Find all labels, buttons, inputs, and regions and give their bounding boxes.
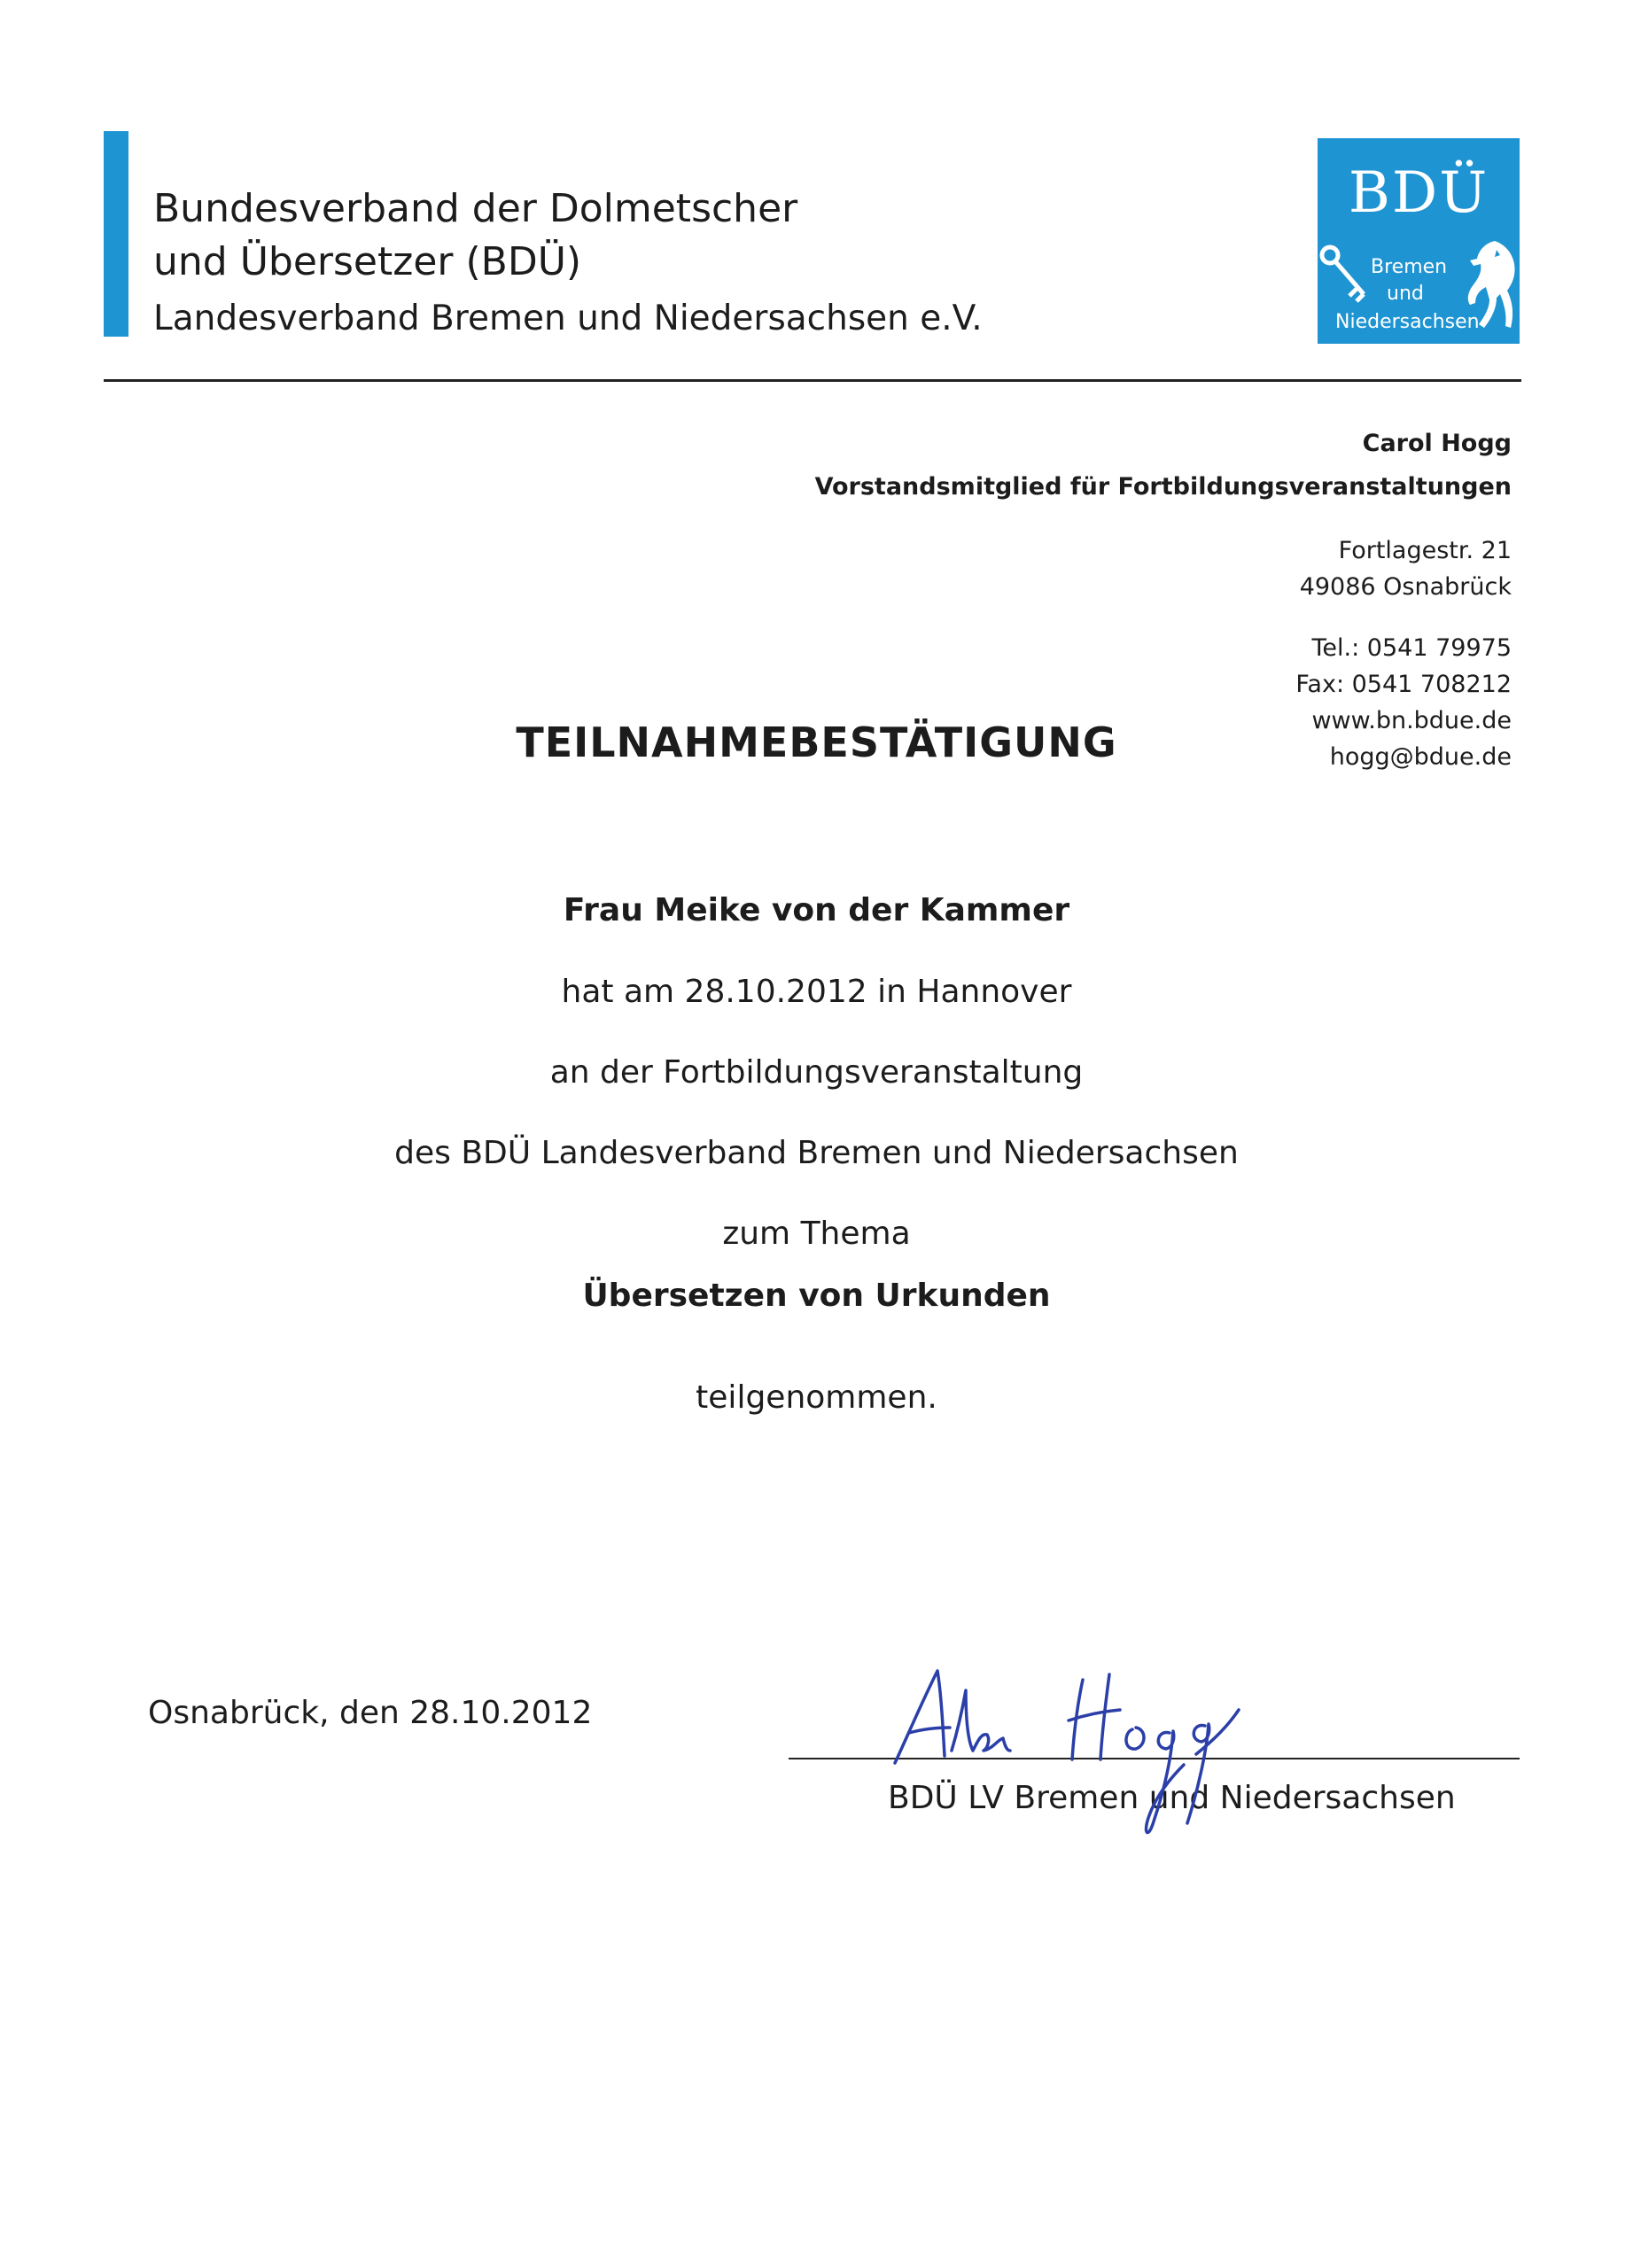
org-name-line-2: und Übersetzer (BDÜ) — [153, 239, 582, 284]
topic-title: Übersetzen von Urkunden — [582, 1278, 1051, 1314]
contact-tel: Tel.: 0541 79975 — [1311, 634, 1512, 662]
contact-name: Carol Hogg — [1362, 430, 1512, 457]
event-line: an der Fortbildungsveranstaltung — [549, 1054, 1084, 1091]
header-divider — [104, 379, 1521, 382]
contact-web: www.bn.bdue.de — [1311, 707, 1512, 734]
org-name-line-3: Landesverband Bremen und Niedersachsen e.V. — [153, 299, 983, 338]
handwritten-signature-icon — [877, 1648, 1249, 1852]
closing-line: teilgenommen. — [696, 1379, 937, 1416]
logo-line-bremen: Bremen — [1371, 256, 1448, 278]
logo-title: BDÜ — [1348, 160, 1489, 226]
bdu-logo — [1318, 138, 1520, 344]
contact-street: Fortlagestr. 21 — [1338, 537, 1512, 564]
document-title: TEILNAHMEBESTÄTIGUNG — [516, 718, 1117, 766]
topic-intro-line: zum Thema — [722, 1216, 911, 1252]
logo-line-und: und — [1387, 283, 1424, 305]
signature-caption: BDÜ LV Bremen und Niedersachsen — [888, 1780, 1456, 1816]
date-place-line: hat am 28.10.2012 in Hannover — [561, 974, 1072, 1010]
contact-city: 49086 Osnabrück — [1299, 573, 1512, 601]
recipient-name: Frau Meike von der Kammer — [563, 892, 1070, 928]
header-accent-bar — [104, 131, 128, 337]
contact-email: hogg@bdue.de — [1329, 743, 1512, 771]
org-name-line-1: Bundesverband der Dolmetscher — [153, 186, 798, 231]
bremen-key-icon — [1318, 243, 1372, 305]
place-and-date: Osnabrück, den 28.10.2012 — [148, 1695, 593, 1731]
contact-fax: Fax: 0541 708212 — [1295, 671, 1512, 698]
org-line: des BDÜ Landesverband Bremen und Niedersachsen — [394, 1135, 1239, 1171]
logo-line-niedersachsen: Niedersachsen — [1335, 311, 1480, 333]
contact-role: Vorstandsmitglied für Fortbildungsveranstaltungen — [814, 473, 1512, 501]
